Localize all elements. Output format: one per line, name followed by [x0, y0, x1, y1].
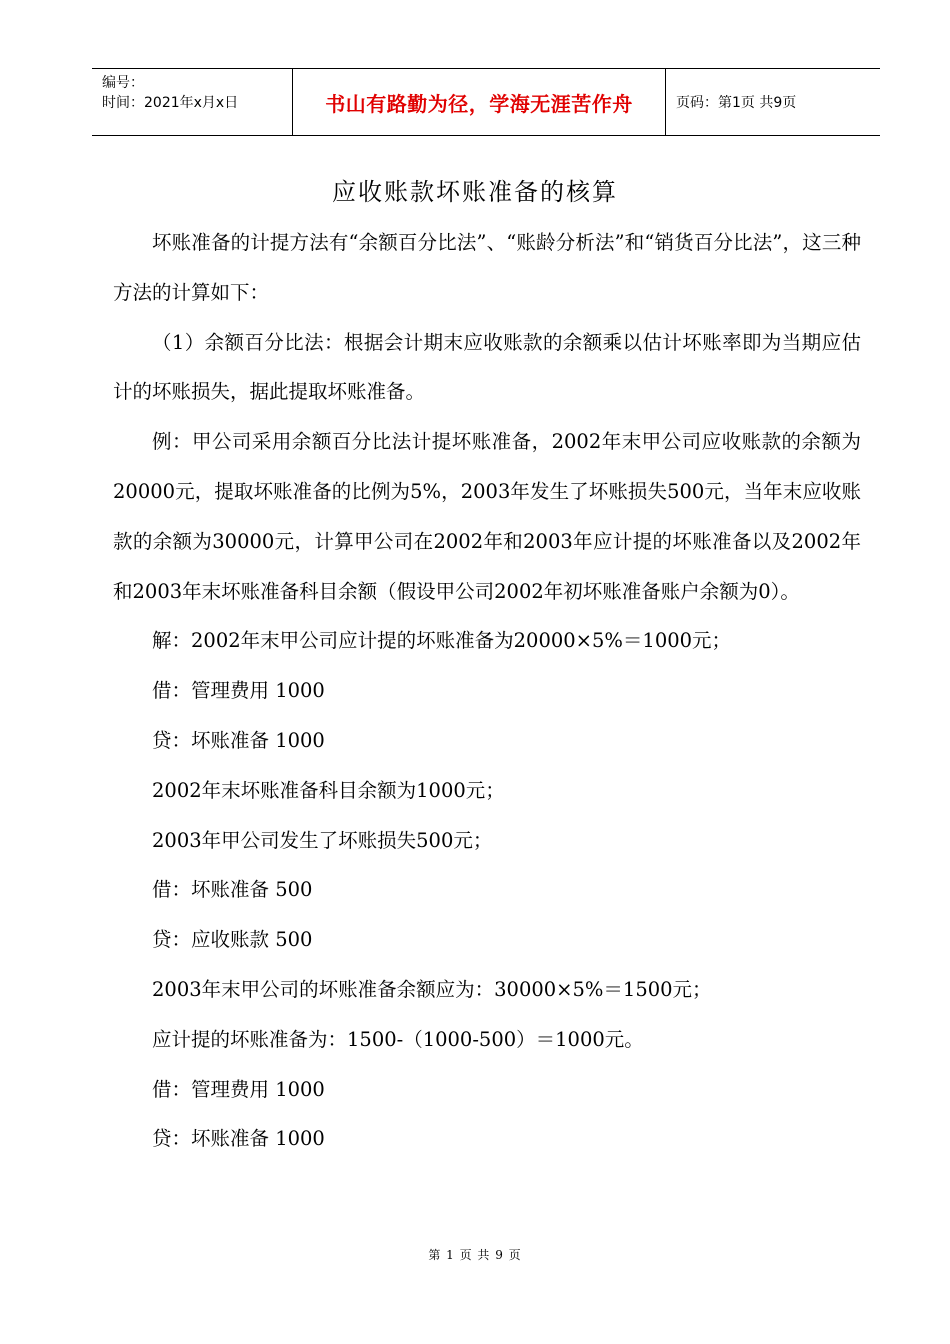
- journal-entry-credit: 贷：应收账款 500: [152, 928, 313, 952]
- header-motto: 书山有路勤为径，学海无涯苦作舟: [325, 91, 633, 116]
- journal-entry-debit: 借：管理费用 1000: [152, 1077, 325, 1101]
- header-table: [92, 68, 880, 136]
- paragraph: 2003年末甲公司的坏账准备余额应为：30000×5%＝1500元；: [152, 977, 712, 1001]
- header-meta-cell: [92, 69, 293, 135]
- document-number-label: 编号：: [102, 75, 144, 91]
- header-page-info: 页码：第1页 共9页: [676, 95, 797, 111]
- document-title: 应收账款坏账准备的核算: [332, 178, 618, 206]
- journal-entry-debit: 借：坏账准备 500: [152, 878, 313, 902]
- journal-entry-credit: 贷：坏账准备 1000: [152, 1127, 325, 1151]
- page-footer: 第 1 页 共 9 页: [428, 1248, 522, 1262]
- paragraph: 应计提的坏账准备为：1500-（1000-500）＝1000元。: [152, 1027, 644, 1051]
- document-time-label: 时间：2021年x月x日: [102, 95, 239, 111]
- journal-entry-credit: 贷：坏账准备 1000: [152, 728, 325, 752]
- paragraph: 解：2002年末甲公司应计提的坏账准备为20000×5%＝1000元；: [152, 629, 732, 653]
- paragraph: （1）余额百分比法：根据会计期末应收账款的余额乘以估计坏账率即为当期应估计的坏账损失，据此提取坏账准备。: [113, 330, 861, 404]
- paragraph: 2003年甲公司发生了坏账损失500元；: [152, 828, 493, 852]
- paragraph: 例：甲公司采用余额百分比法计提坏账准备，2002年末甲公司应收账款的余额为20000元，提取坏账准备的比例为5%，2003年发生了坏账损失500元，当年末应收账款的余额为30000元，计算甲公司在2002年和2003年应计提的坏账准备以及2002年和2003年末坏账准备科目余额（假设甲公司2002年初坏账准备账户余额为0）。: [113, 430, 861, 603]
- paragraph: 2002年末坏账准备科目余额为1000元；: [152, 778, 505, 802]
- header-motto-cell: [293, 69, 666, 135]
- paragraph: 坏账准备的计提方法有“余额百分比法”、“账龄分析法”和“销货百分比法”，这三种方法的计算如下：: [113, 231, 861, 304]
- document-body: [113, 218, 861, 1164]
- journal-entry-debit: 借：管理费用 1000: [152, 679, 325, 703]
- header-page-cell: [666, 69, 880, 135]
